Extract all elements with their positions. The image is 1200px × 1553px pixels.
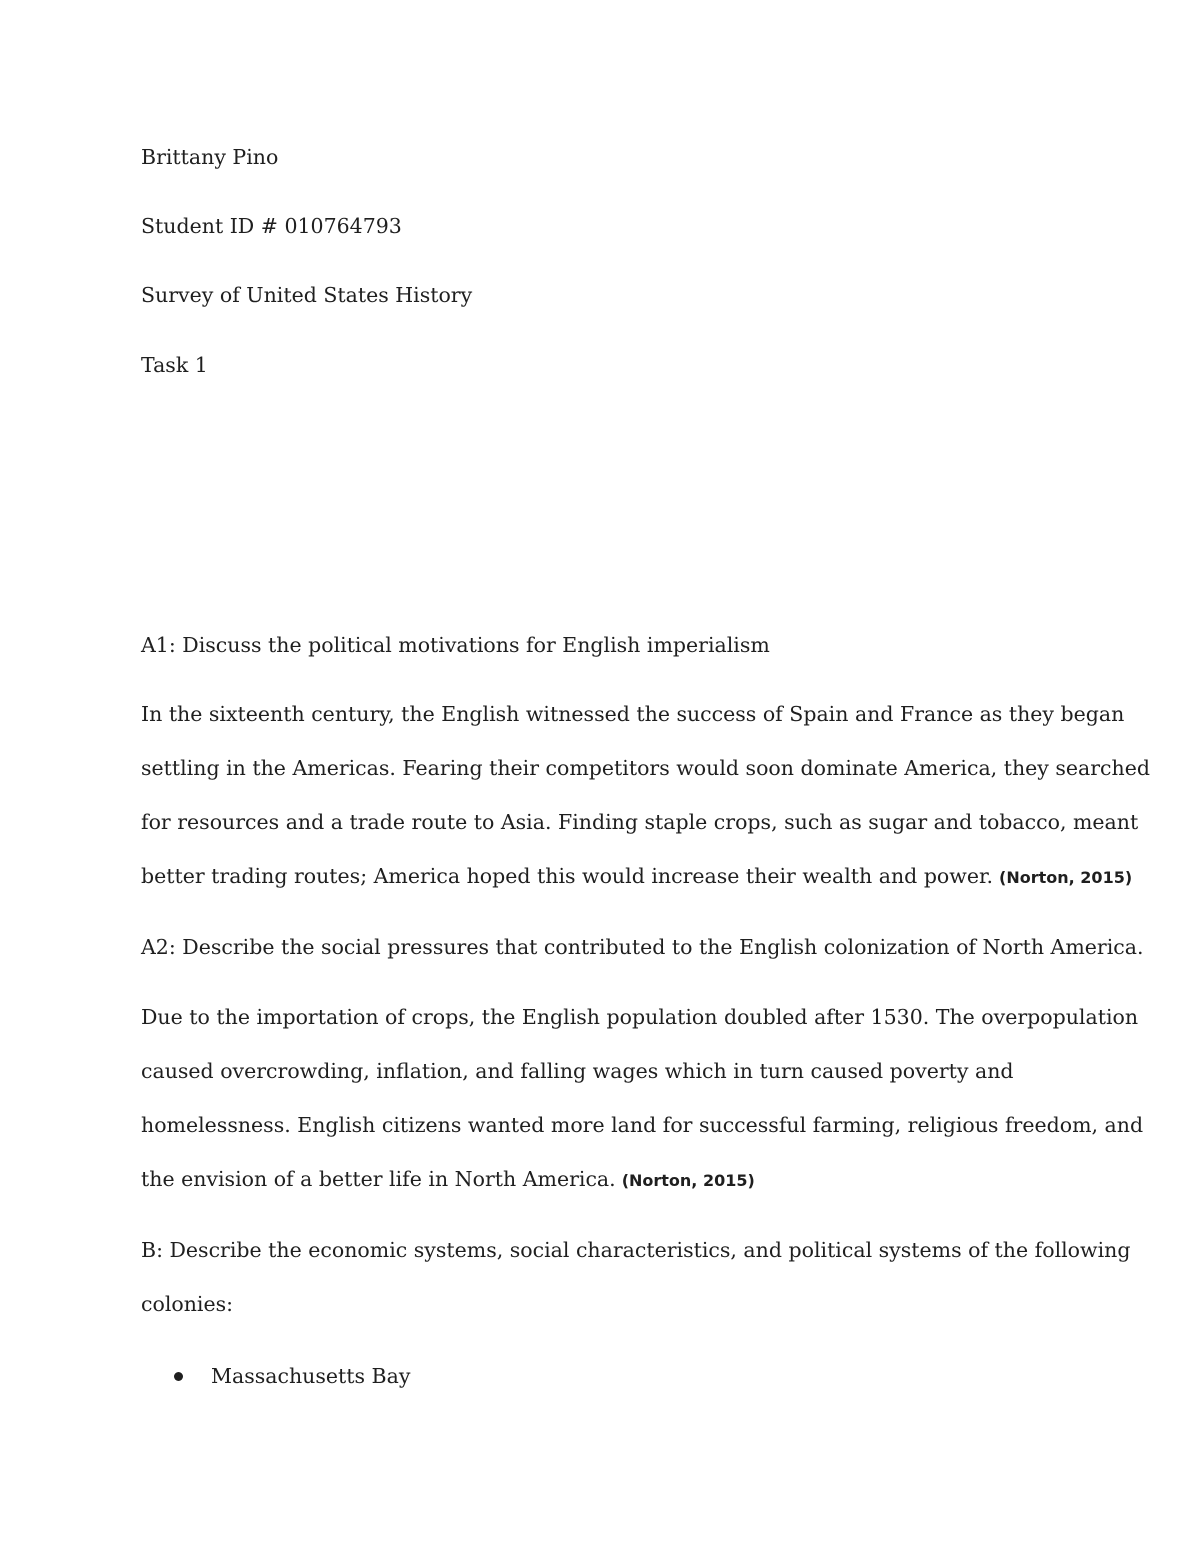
- a2-paragraph-text: the envision of a better life in North America.: [141, 1167, 616, 1191]
- bullet-text: Massachusetts Bay: [211, 1363, 411, 1388]
- author-name: Brittany Pino: [141, 145, 279, 169]
- course-title: Survey of United States History: [141, 283, 473, 307]
- bullet-icon: [174, 1372, 183, 1381]
- a2-citation: (Norton, 2015): [621, 1171, 755, 1190]
- task-label: Task 1: [141, 353, 208, 377]
- a1-paragraph-line: for resources and a trade route to Asia. Finding staple crops, such as sugar and tobacco, meant: [141, 810, 1139, 834]
- a2-heading: A2: Describe the social pressures that contributed to the English colonization of North America.: [141, 935, 1144, 959]
- a1-citation: (Norton, 2015): [999, 868, 1133, 887]
- a1-heading: A1: Discuss the political motivations for English imperialism: [141, 633, 770, 657]
- a1-paragraph-line: In the sixteenth century, the English witnessed the success of Spain and France as they began: [141, 702, 1125, 726]
- a2-paragraph-line: caused overcrowding, inflation, and falling wages which in turn caused poverty and: [141, 1059, 1014, 1083]
- a2-paragraph-line: Due to the importation of crops, the English population doubled after 1530. The overpopulation: [141, 1005, 1139, 1029]
- b-heading-line: colonies:: [141, 1292, 234, 1316]
- a2-paragraph-line-last: [141, 1169, 755, 1190]
- student-id: Student ID # 010764793: [141, 214, 402, 238]
- a2-paragraph-line: homelessness. English citizens wanted more land for successful farming, religious freedom, and: [141, 1113, 1144, 1137]
- a1-paragraph-text: better trading routes; America hoped this would increase their wealth and power.: [141, 864, 994, 888]
- a1-paragraph-line-last: [141, 866, 1132, 887]
- bullet-list-item: [174, 1364, 410, 1388]
- b-heading-line: B: Describe the economic systems, social characteristics, and political systems of the following: [141, 1238, 1131, 1262]
- a1-paragraph-line: settling in the Americas. Fearing their competitors would soon dominate America, they searched: [141, 756, 1150, 780]
